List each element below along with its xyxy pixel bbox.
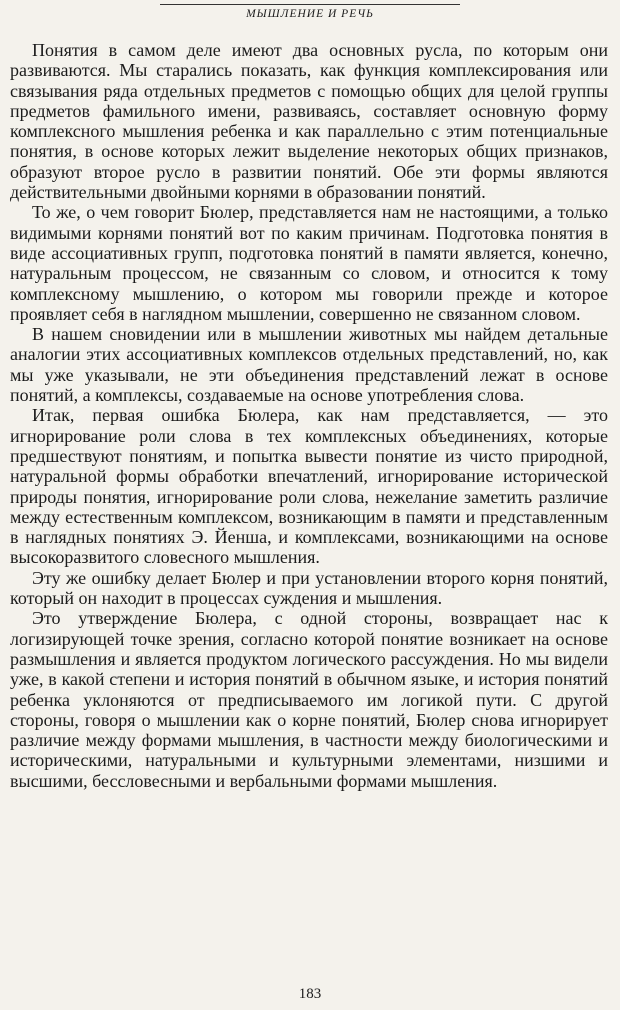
paragraph: То же, о чем говорит Бюлер, представляется нам не настоящими, а только видимыми корнями понятий вот по каким причинам. Подготовка понятия в виде ассоциативных групп, подготовка понятий в памяти является, конечно, натуральным процессом, не связанным со словом, и относится к тому комплексному мышлению, о котором мы говорили прежде и которое проявляет себя в наглядном мышлении, совершенно не связанном словом. — [10, 202, 608, 324]
paragraph: Эту же ошибку делает Бюлер и при установлении второго корня понятий, который он находит в процессах суждения и мышления. — [10, 567, 608, 609]
running-header-title: МЫШЛЕНИЕ И РЕЧЬ — [246, 8, 374, 20]
running-header — [0, 4, 620, 20]
header-rule — [160, 4, 460, 5]
paragraph: Понятия в самом деле имеют два основных русла, по которым они развиваются. Мы старались показать, как функция комплексирования или связывания ряда отдельных предметов с помощью общих для целой группы предметов фамильного имени, развиваясь, составляет основную форму комплексного мышления ребенка и как параллельно с этим потенциальные понятия, в основе которых лежит выделение некоторых общих признаков, образуют второе русло в развитии понятий. Обе эти формы являются действительными двойными корнями в образовании понятий. — [10, 40, 608, 203]
body-text — [10, 40, 608, 791]
paragraph: В нашем сновидении или в мышлении животных мы найдем детальные аналогии этих ассоциативных комплексов отдельных представлений, но, как мы уже указывали, не эти объединения представлений лежат в основе понятий, а комплексы, создаваемые на основе употребления слова. — [10, 324, 608, 406]
paragraph: Итак, первая ошибка Бюлера, как нам представляется, — это игнорирование роли слова в тех комплексных объединениях, которые предшествуют понятиям, и попытка вывести понятие из чисто природной, натуральной формы обработки впечатлений, игнорирование исторической природы понятия, игнорирование роли слова, нежелание заметить различие между естественным комплексом, возникающим в памяти и представленным в наглядных понятиях Э. Йенша, и комплексами, возникающими на основе высокоразвитого словесного мышления. — [10, 405, 608, 568]
page-number: 183 — [298, 986, 322, 1002]
paragraph: Это утверждение Бюлера, с одной стороны, возвращает нас к логизирующей точке зрения, согласно которой понятие возникает на основе размышления и является продуктом логического рассуждения. Но мы видели уже, в какой степени и история понятий в обычном языке, и история понятий ребенка уклоняются от предписываемого им логикой пути. С другой стороны, говоря о мышлении как о корне понятий, Бюлер снова игнорирует различие между формами мышления, в частности между биологическими и историческими, натуральными и культурными элементами, низшими и высшими, бессловесными и вербальными формами мышления. — [10, 608, 608, 791]
